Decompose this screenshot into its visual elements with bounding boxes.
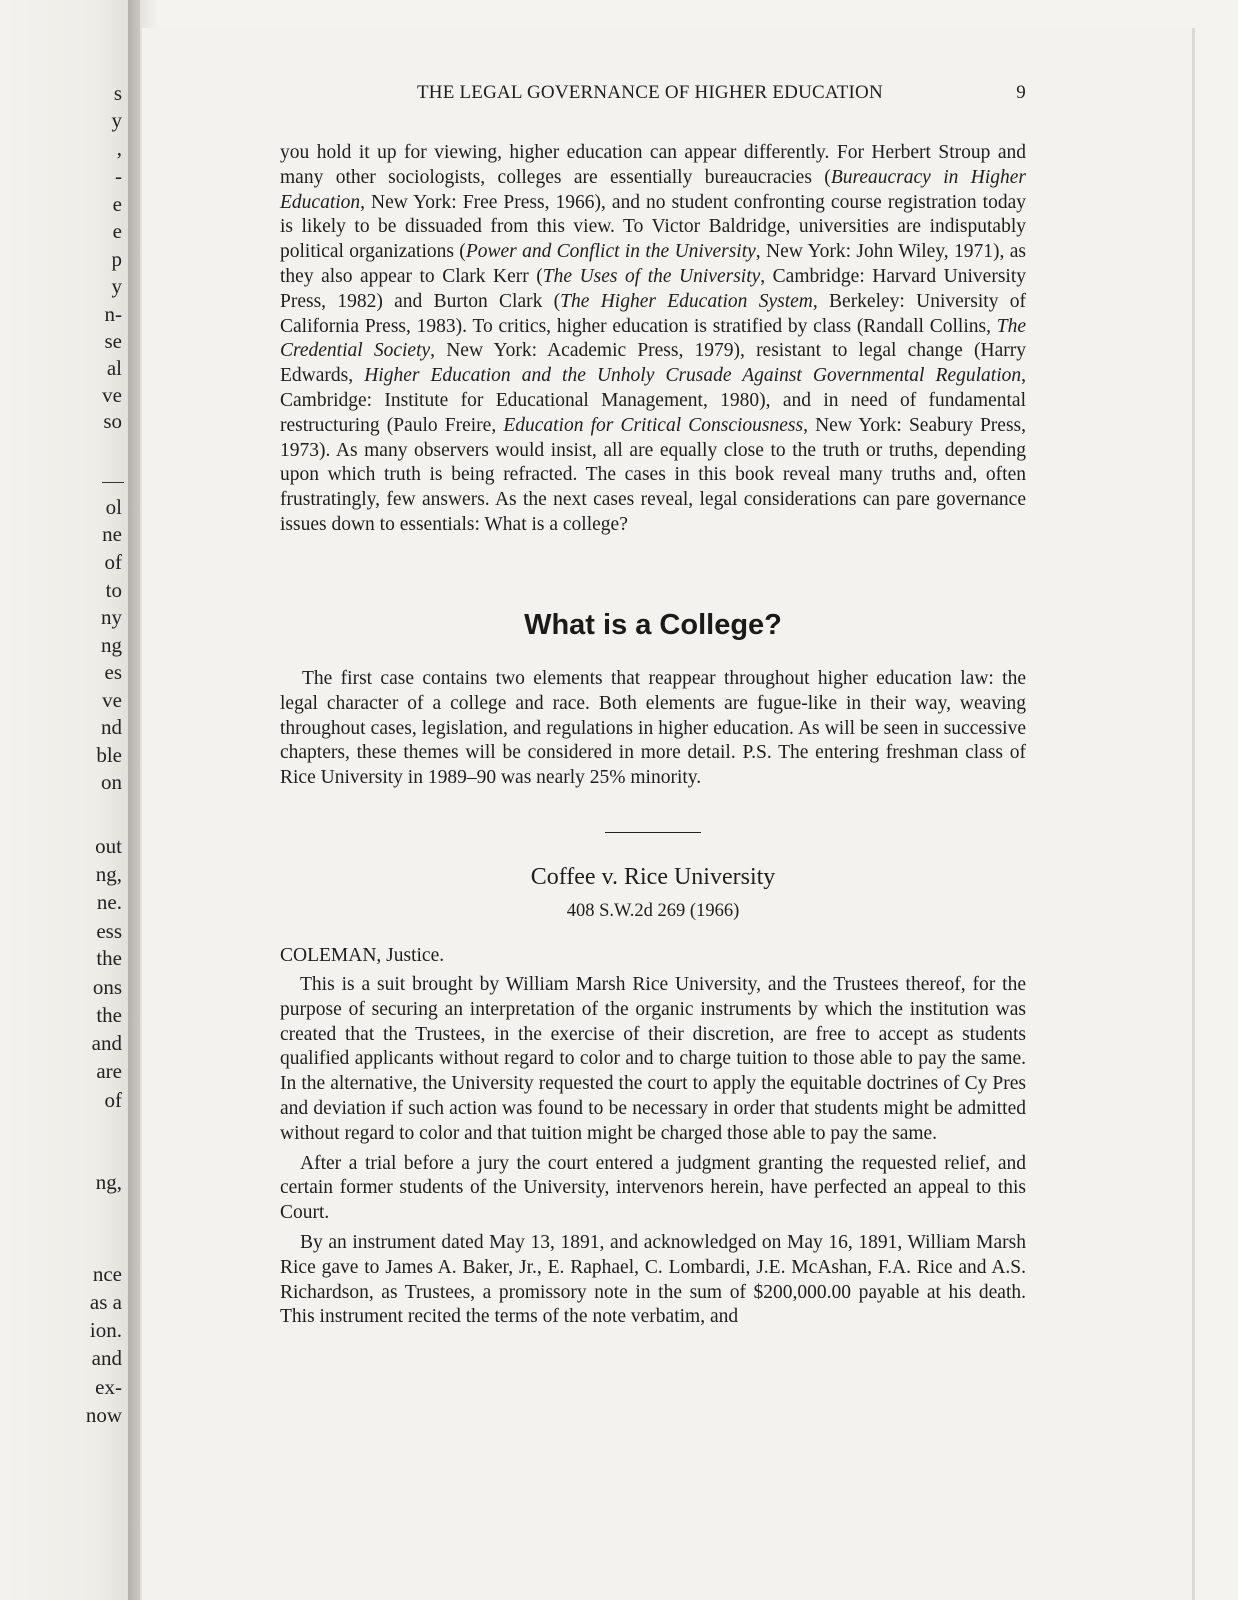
justice-name: COLEMAN, Justice. (280, 945, 445, 966)
facing-page-fragment: on (101, 770, 122, 794)
facing-page-fragment: ons (92, 975, 122, 999)
facing-page-fragment: - (115, 164, 122, 188)
opinion-paragraph: This is a suit brought by William Marsh Rice University, and the Trustees thereof, for the purpose of securing an interpretation of the organic instruments by which the institution was created that the Trustees, in the exercise of their discretion, are free to accept as students qualified applicants without regard to color and to charge tuition to those able to pay the same. In the alternative, the University requested the court to apply the equitable doctrines of Cy Pres and deviation if such action was found to be necessary in order that students might be admitted without regard to color and that tuition might be charged those able to pay the same. (280, 974, 1026, 1144)
facing-page-fragment: to (105, 578, 122, 602)
facing-page-fragment: y (111, 108, 122, 132)
facing-page-fragment: so (103, 409, 122, 433)
facing-page-fragment: out (95, 834, 122, 858)
page-number: 9 (1016, 82, 1026, 103)
citation-title: The Credential Society (280, 315, 1026, 362)
facing-page-fragment: n- (104, 302, 122, 326)
opinion-paragraph: By an instrument dated May 13, 1891, and acknowledged on May 16, 1891, William Marsh Rice gave to James A. Baker, Jr., E. Raphael, C. Lombardi, J.E. McAshan, F.A. Rice and A.S. Richardson, as Trustees, a promissory note in the sum of $200,000.00 payable at his death. This instrument recited the terms of the note verbatim, and (280, 1231, 1026, 1328)
facing-page-fragment: ng, (95, 1170, 122, 1194)
facing-page-fragment: ble (96, 743, 122, 767)
facing-page-fragment: ess (96, 919, 122, 943)
citation-title: The Uses of the University (542, 265, 761, 287)
facing-page-fragment: al (106, 356, 122, 380)
facing-page-fragment: ng (101, 633, 122, 657)
facing-page-fragment: nce (92, 1262, 122, 1286)
facing-page-fragment: ol (105, 495, 122, 519)
facing-page-rule (102, 482, 124, 483)
case-citation: 408 S.W.2d 269 (1966) (566, 901, 740, 921)
citation-title: The Higher Education System (560, 290, 813, 312)
running-title: THE LEGAL GOVERNANCE OF HIGHER EDUCATION (417, 82, 883, 103)
citation-title: Power and Conflict in the University (465, 241, 756, 263)
facing-page-fragment: the (96, 946, 122, 970)
facing-page-fragment: s (113, 81, 122, 105)
facing-page-fragment: ng, (95, 862, 122, 886)
intro-text: you hold it up for viewing, higher education can appear differently. For Herbert Stroup and many other sociologists, colleges are essentially bureaucracies (Bureaucracy in Higher Education, New York: Free Press, 1966), and no student confronting course registration today is likely to be dissuaded from this view. To Victor Baldridge, universities are indisputably political organizations (Power and Conflict in the University, New York: John Wiley, 1971), as they also appear to Clark Kerr (The Uses of the University, Cambridge: Harvard University Press, 1982) and Burton Clark (The Higher Education System, Berkeley: University of California Press, 1983). To critics, higher education is stratified by class (Randall Collins, The Credential Society, New York: Academic Press, 1979), resistant to legal change (Harry Edwards, Higher Education and the Unholy Crusade Against Governmental Regulation, Cambridge: Institute for Educational Management, 1980), and in need of fundamental restructuring (Paulo Freire, Education for Critical Consciousness, New York: Seabury Press, 1973). As many observers would insist, all are equally close to the truth or truths, depending upon which truth is being refracted. The cases in this book reveal many truths and, often frustratingly, few answers. As the next cases reveal, legal considerations can pare governance issues down to essentials: What is a college? (280, 142, 1027, 535)
facing-page-fragment: ex- (95, 1375, 122, 1399)
facing-page-fragment: ion. (89, 1318, 122, 1342)
opinion-body (280, 973, 1026, 1335)
separator-rule (605, 832, 701, 833)
facing-page-fragment: and (91, 1031, 122, 1055)
facing-page-fragment: se (104, 329, 122, 353)
facing-page-fragment: ve (102, 688, 122, 712)
section-lead (280, 667, 1026, 791)
facing-page-fragment: p (111, 247, 122, 271)
facing-page-fragment: of (104, 1088, 122, 1112)
facing-page-fragment: and (91, 1346, 122, 1370)
facing-page-fragment: ny (101, 605, 122, 629)
facing-page-fragment: e (112, 192, 122, 216)
facing-page-fragment: y (111, 274, 122, 298)
lead-paragraph: The first case contains two elements that reappear throughout higher education law: the legal character of a college and race. Both elements are fugue-like in their way, weaving throughout cases, legislation, and regulations in higher education. As will be seen in successive chapters, these themes will be considered in more detail. P.S. The entering freshman class of Rice University in 1989–90 was nearly 25% minority. (280, 668, 1026, 789)
facing-page-fragment: ne. (96, 890, 122, 914)
section-heading: What is a College? (524, 609, 782, 641)
facing-page-fragment: nd (101, 715, 122, 739)
facing-page-fragment: of (104, 550, 122, 574)
facing-page-fragment: the (96, 1003, 122, 1027)
citation-title: Education for Critical Consciousness (503, 414, 804, 436)
facing-page-fragment: as a (89, 1290, 122, 1314)
citation-title: Higher Education and the Unholy Crusade Against Governmental Regulation (364, 365, 1022, 387)
facing-page-fragment: are (96, 1059, 122, 1083)
case-name: Coffee v. Rice University (530, 864, 776, 890)
facing-page-fragment: ve (102, 383, 122, 407)
facing-page-left (0, 0, 140, 1600)
facing-page-fragment: now (85, 1403, 122, 1427)
facing-page-fragment: , (116, 136, 122, 160)
opinion-paragraph: After a trial before a jury the court entered a judgment granting the requested relief, and certain former students of the University, intervenors herein, have perfected an appeal to this Court. (280, 1152, 1026, 1224)
facing-page-fragment: es (104, 660, 122, 684)
running-header (280, 82, 1026, 108)
facing-page-fragment: ne (102, 522, 122, 546)
page-edge (1192, 28, 1195, 1600)
intro-paragraph (280, 141, 1026, 538)
citation-title: Bureaucracy in Higher Education (280, 166, 1027, 213)
facing-page-fragment: e (112, 219, 122, 243)
